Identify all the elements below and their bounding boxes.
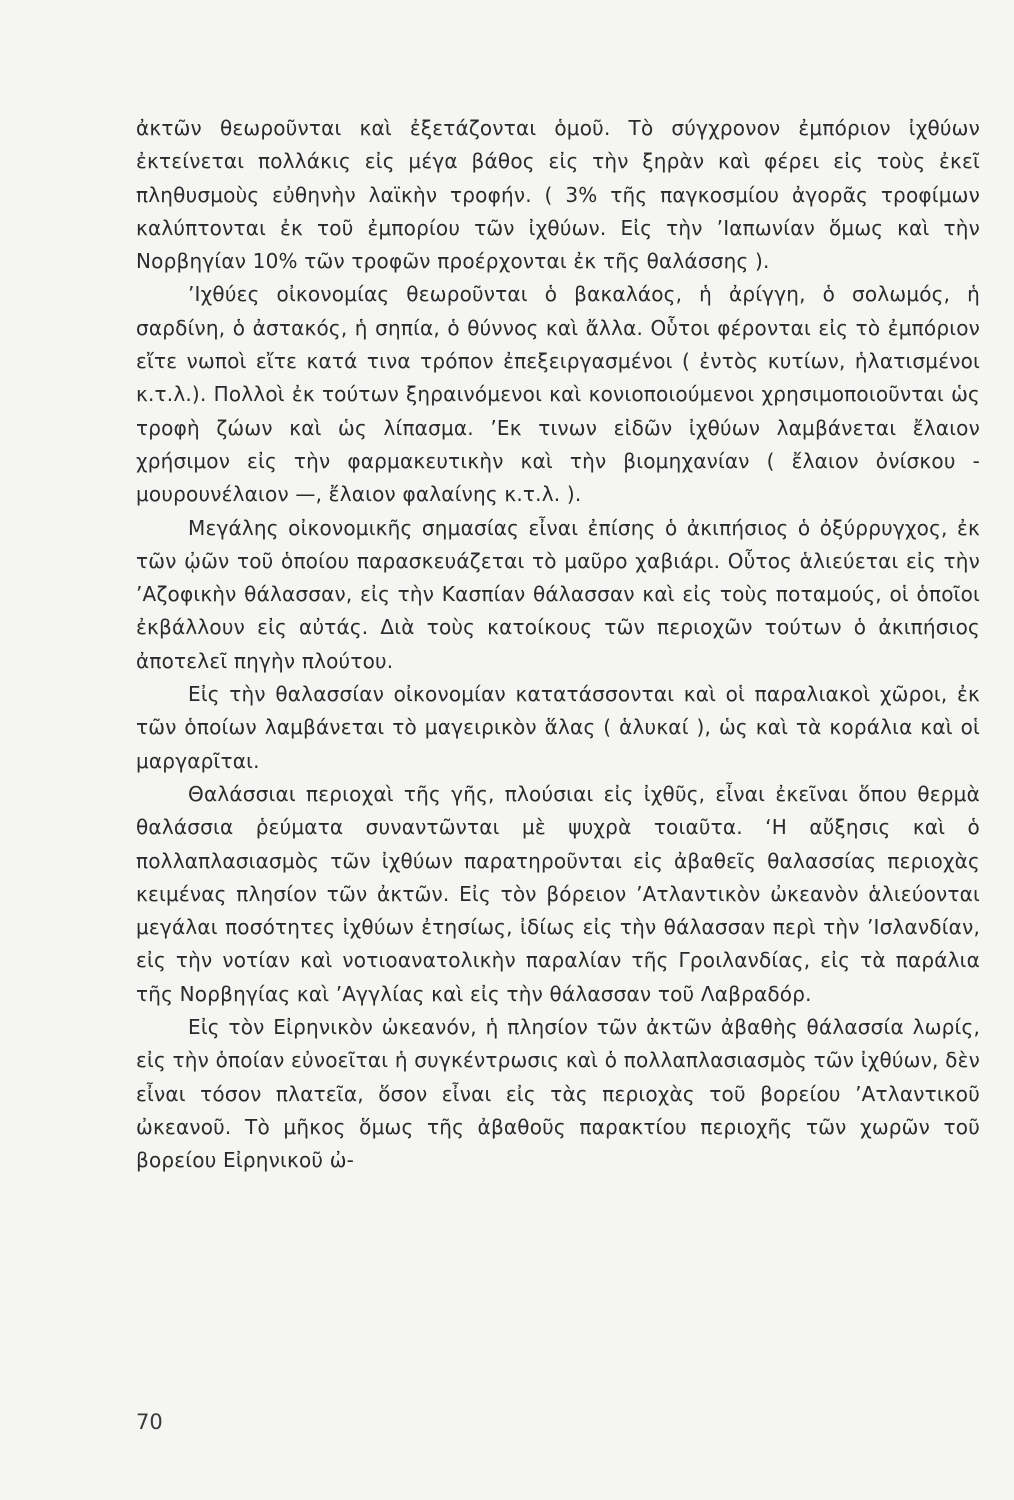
body-text: [136, 112, 980, 1178]
paragraph-4: Εἰς τὴν θαλασσίαν οἰκονομίαν κατατάσσονται καὶ οἱ παραλιακοὶ χῶροι, ἐκ τῶν ὁποίων λαμβάνεται τὸ μαγειρικὸν ἅλας ( ἁλυκαί ), ὡς καὶ τὰ κοράλια καὶ οἱ μαργαρῖται.: [136, 682, 980, 773]
paragraph-3: Μεγάλης οἰκονομικῆς σημασίας εἶναι ἐπίσης ὁ ἀκιπήσιος ὁ ὀξύρρυγχος, ἐκ τῶν ᾠῶν τοῦ ὁποίου παρασκευάζεται τὸ μαῦρο χαβιάρι. Οὗτος ἁλιεύεται εἰς τὴν ’Αζοφικὴν θάλασσαν, εἰς τὴν Κασπίαν θάλασσαν καὶ εἰς τοὺς ποταμούς, οἱ ὁποῖοι ἐκβάλλουν εἰς αὐτάς. Διὰ τοὺς κατοίκους τῶν περιοχῶν τούτων ὁ ἀκιπήσιος ἀποτελεῖ πηγὴν πλούτου.: [136, 515, 980, 673]
paragraph-6: Εἰς τὸν Εἰρηνικὸν ὠκεανόν, ἡ πλησίον τῶν ἀκτῶν ἀβαθὴς θάλασσία λωρίς, εἰς τὴν ὁποίαν εὐνοεῖται ἡ συγκέντρωσις καὶ ὁ πολλαπλασιασμὸς τῶν ἰχθύων, δὲν εἶναι τόσον πλατεῖα, ὅσον εἶναι εἰς τὰς περιοχὰς τοῦ βορείου ’Ατλαντικοῦ ὠκεανοῦ. Τὸ μῆκος ὅμως τῆς ἀβαθοῦς παρακτίου περιοχῆς τῶν χωρῶν τοῦ βορείου Εἰρηνικοῦ ὠ-: [136, 1015, 980, 1173]
paragraph-1: ἀκτῶν θεωροῦνται καὶ ἐξετάζονται ὁμοῦ. Τὸ σύγχρονον ἐμπόριον ἰχθύων ἐκτείνεται πολλάκις εἰς μέγα βάθος εἰς τὴν ξηρὰν καὶ φέρει εἰς τοὺς ἐκεῖ πληθυσμοὺς εὐθηνὴν λαϊκὴν τροφήν. ( 3% τῆς παγκοσμίου ἀγορᾶς τροφίμων καλύπτονται ἐκ τοῦ ἐμπορίου τῶν ἰχθύων. Εἰς τὴν ’Ιαπωνίαν ὅμως καὶ τὴν Νορβηγίαν 10% τῶν τροφῶν προέρχονται ἐκ τῆς θαλάσσης ).: [136, 116, 980, 274]
paragraph-5: Θαλάσσιαι περιοχαὶ τῆς γῆς, πλούσιαι εἰς ἰχθῦς, εἶναι ἐκεῖναι ὅπου θερμὰ θαλάσσια ῥεύματα συναντῶνται μὲ ψυχρὰ τοιαῦτα. ‘Η αὔξησις καὶ ὁ πολλαπλασιασμὸς τῶν ἰχθύων παρατηροῦνται εἰς ἀβαθεῖς θαλασσίας περιοχὰς κειμένας πλησίον τῶν ἀκτῶν. Εἰς τὸν βόρειον ’Ατλαντικὸν ὠκεανὸν ἁλιεύονται μεγάλαι ποσότητες ἰχθύων ἐτησίως, ἰδίως εἰς τὴν θάλασσαν περὶ τὴν ’Ισλανδίαν, εἰς τὴν νοτίαν καὶ νοτιοανατολικὴν παραλίαν τῆς Γροιλανδίας, εἰς τὰ παράλια τῆς Νορβηγίας καὶ ’Αγγλίας καὶ εἰς τὴν θάλασσαν τοῦ Λαβραδόρ.: [136, 781, 980, 1006]
paragraph-2: ’Ιχθύες οἰκονομίας θεωροῦνται ὁ βακαλάος, ἡ ἀρίγγη, ὁ σολωμός, ἡ σαρδίνη, ὁ ἀστακός, ἡ σηπία, ὁ θύννος καὶ ἄλλα. Οὗτοι φέρονται εἰς τὸ ἐμπόριον εἴτε νωποὶ εἴτε κατά τινα τρόπον ἐπεξειργασμένοι ( ἐντὸς κυτίων, ἡλατισμένοι κ.τ.λ.). Πολλοὶ ἐκ τούτων ξηραινόμενοι καὶ κονιοποιούμενοι χρησιμοποιοῦνται ὡς τροφὴ ζώων καὶ ὡς λίπασμα. ’Εκ τινων εἰδῶν ἰχθύων λαμβάνεται ἔλαιον χρήσιμον εἰς τὴν φαρμακευτικὴν καὶ τὴν βιομηχανίαν ( ἔλαιον ὀνίσκου - μουρουνέλαιον —, ἔλαιον φαλαίνης κ.τ.λ. ).: [136, 282, 980, 507]
page-number: 70: [136, 1410, 163, 1434]
